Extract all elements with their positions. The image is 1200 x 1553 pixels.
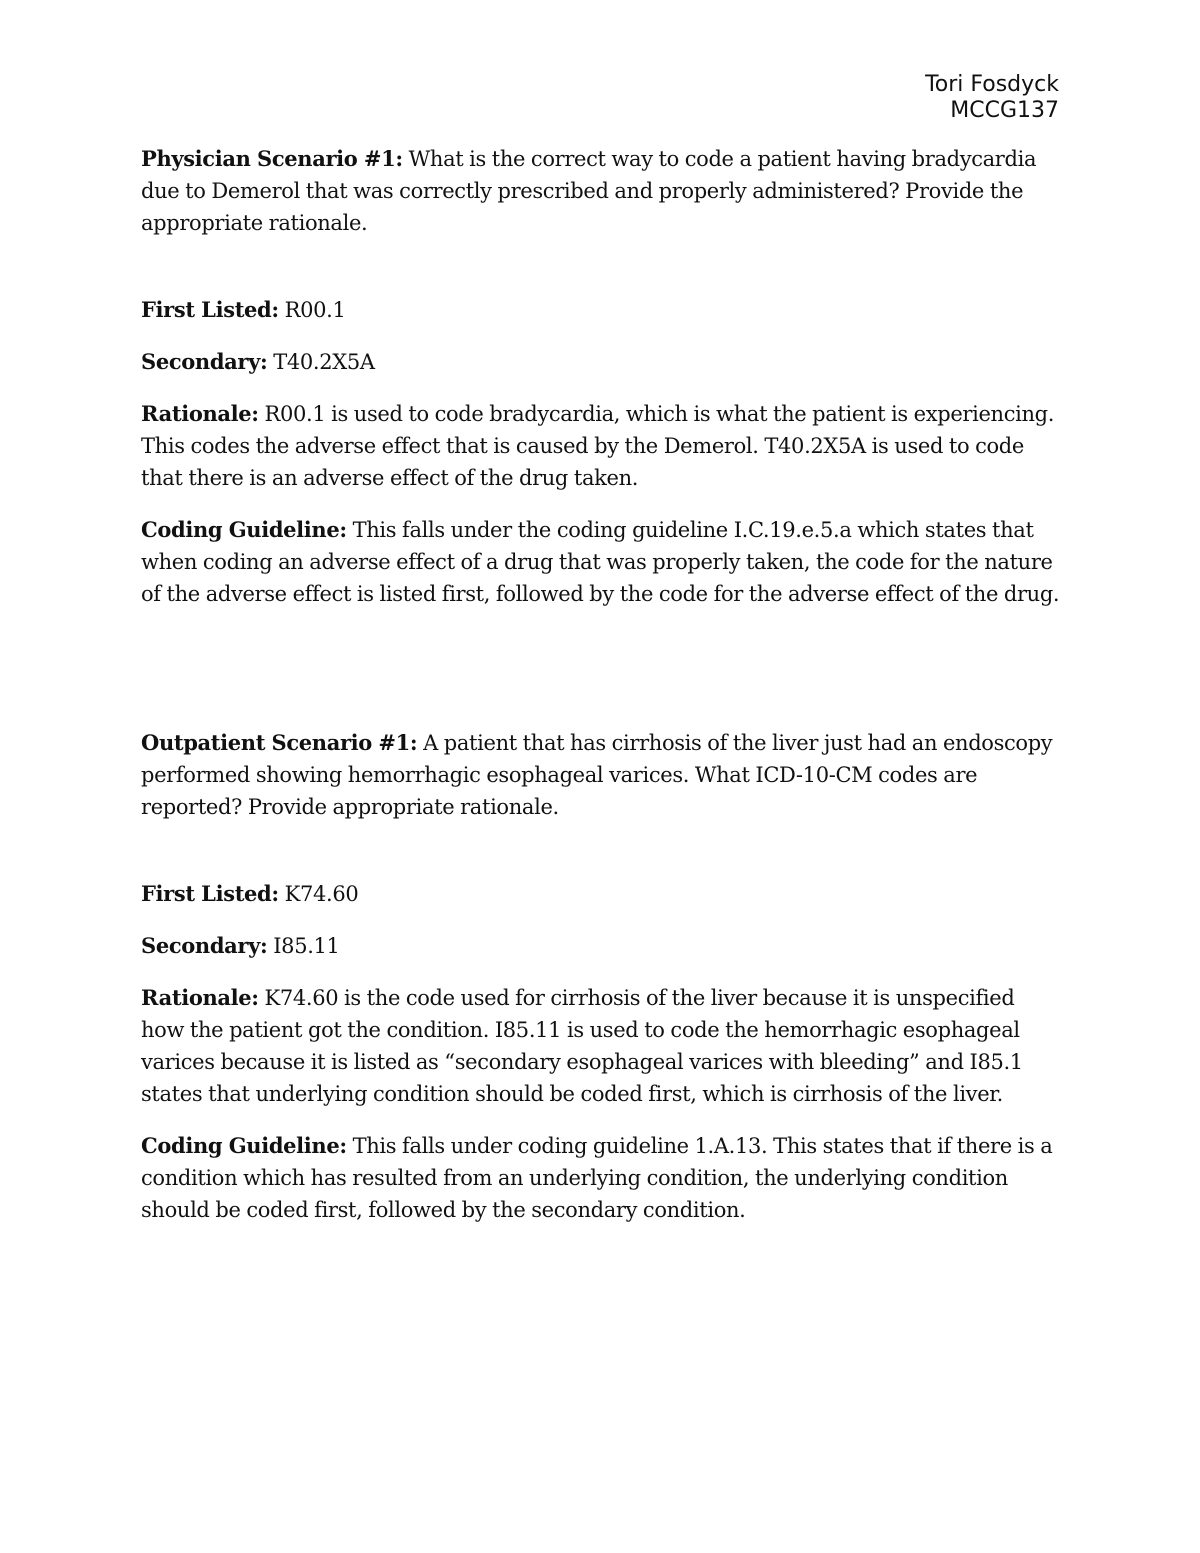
- spacer: [141, 823, 1061, 878]
- scenario1-guideline: [141, 514, 1061, 610]
- scenario1-first-listed-label: First Listed:: [141, 297, 279, 322]
- scenario2-secondary: [141, 930, 1061, 962]
- scenario1-rationale: [141, 398, 1061, 494]
- scenario1-guideline-label: Coding Guideline:: [141, 517, 347, 542]
- scenario2-secondary-value: I85.11: [267, 934, 340, 958]
- scenario2-question-label: Outpatient Scenario #1:: [141, 730, 418, 755]
- header-block: [925, 72, 1059, 124]
- scenario2-rationale-label: Rationale:: [141, 985, 259, 1010]
- scenario1-first-listed-value: R00.1: [278, 298, 346, 322]
- scenario1-question: [141, 143, 1061, 239]
- scenario2-question: [141, 727, 1061, 823]
- scenario2-first-listed: [141, 878, 1061, 910]
- author-name: Tori Fosdyck: [925, 72, 1059, 97]
- scenario1-first-listed: [141, 294, 1061, 326]
- scenario2-rationale-text: K74.60 is the code used for cirrhosis of the liver because it is unspecified how the patient got the condition. I85.11 is used to code the hemorrhagic esophageal varices because it is listed as “secondary esophageal varices with bleeding” and I85.1 states that underlying condition should be coded first, which is cirrhosis of the liver.: [141, 986, 1023, 1106]
- scenario1-secondary-value: T40.2X5A: [267, 350, 375, 374]
- scenario1-rationale-text: R00.1 is used to code bradycardia, which is what the patient is experiencing. This codes the adverse effect that is caused by the Demerol. T40.2X5A is used to code that there is an adverse effect of the drug taken.: [141, 402, 1055, 490]
- spacer: [141, 239, 1061, 294]
- scenario2-guideline: [141, 1130, 1061, 1226]
- scenario1-secondary: [141, 346, 1061, 378]
- scenario1-guideline-text: This falls under the coding guideline I.C.19.e.5.a which states that when coding an adverse effect of a drug that was properly taken, the code for the nature of the adverse effect is listed first, followed by the code for the adverse effect of the drug.: [141, 518, 1060, 606]
- scenario2-rationale: [141, 982, 1061, 1110]
- document-body: [141, 143, 1061, 1226]
- scenario2-question-text: A patient that has cirrhosis of the liver just had an endoscopy performed showing hemorrhagic esophageal varices. What ICD-10-CM codes are reported? Provide appropriate rationale.: [141, 731, 1053, 819]
- scenario2-first-listed-label: First Listed:: [141, 881, 279, 906]
- course-code: MCCG137: [950, 98, 1059, 123]
- scenario2-guideline-label: Coding Guideline:: [141, 1133, 347, 1158]
- scenario2-guideline-text: This falls under coding guideline 1.A.13. This states that if there is a condition which has resulted from an underlying condition, the underlying condition should be coded first, followed by the secondary condition.: [141, 1134, 1053, 1222]
- scenario2-first-listed-value: K74.60: [278, 882, 359, 906]
- scenario1-question-text: What is the correct way to code a patient having bradycardia due to Demerol that was correctly prescribed and properly administered? Provide the appropriate rationale.: [141, 147, 1037, 235]
- scenario2-secondary-label: Secondary:: [141, 933, 268, 958]
- scenario1-rationale-label: Rationale:: [141, 401, 259, 426]
- spacer: [141, 610, 1061, 727]
- scenario1-question-label: Physician Scenario #1:: [141, 146, 403, 171]
- scenario1-secondary-label: Secondary:: [141, 349, 268, 374]
